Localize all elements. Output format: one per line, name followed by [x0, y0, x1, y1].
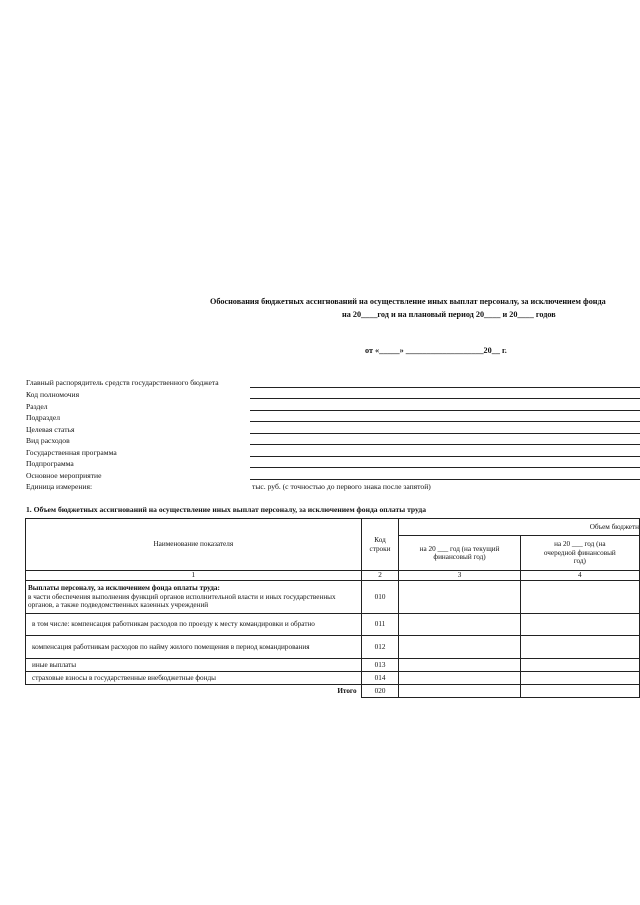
col-number-1: 1 — [26, 571, 362, 581]
row-name-cell — [26, 581, 362, 614]
col-number-3: 3 — [399, 571, 520, 581]
value-cell-year1[interactable] — [399, 581, 520, 614]
field-label-subprogram: Подпрограмма — [26, 459, 74, 468]
field-line-authority-code[interactable] — [250, 398, 640, 399]
row-name: в том числе: компенсация работникам расходов по проезду к месту командировки и обратно — [26, 614, 362, 636]
table-row — [26, 581, 640, 614]
row-code: 013 — [361, 659, 399, 672]
table-row — [26, 614, 640, 636]
row-name-bold: Выплаты персоналу, за исключением фонда оплаты труда: — [28, 584, 220, 593]
value-cell-year2[interactable] — [520, 659, 639, 672]
field-line-subsection[interactable] — [250, 421, 640, 422]
field-line-main-manager[interactable] — [250, 387, 640, 388]
row-name: компенсация работникам расходов по найму жилого помещения в период командирования — [26, 636, 362, 659]
header-volume: Объем бюджетн — [399, 519, 640, 536]
header-current-year: на 20 ___ год (на текущий финансовый год) — [399, 536, 520, 571]
field-value-unit: тыс. руб. (с точностью до первого знака после запятой) — [252, 482, 431, 491]
field-line-target-article[interactable] — [250, 433, 640, 434]
budget-table — [25, 518, 640, 698]
col-number-4: 4 — [520, 571, 639, 581]
table-row — [26, 659, 640, 672]
col-number-2: 2 — [361, 571, 399, 581]
field-label-main-manager: Главный распорядитель средств государственного бюджета — [26, 378, 219, 387]
total-code: 020 — [361, 685, 399, 698]
value-cell-year1[interactable] — [399, 659, 520, 672]
field-line-state-program[interactable] — [250, 456, 640, 457]
field-line-section[interactable] — [250, 410, 640, 411]
row-name: иные выплаты — [26, 659, 362, 672]
field-label-authority-code: Код полномочия — [26, 390, 80, 399]
value-cell-year1[interactable] — [399, 636, 520, 659]
header-indicator-name: Наименование показателя — [26, 519, 362, 571]
header-row-code: Код строки — [361, 519, 399, 571]
value-cell-year1[interactable] — [399, 672, 520, 685]
total-cell-year1[interactable] — [399, 685, 520, 698]
row-code: 010 — [361, 581, 399, 614]
total-row — [26, 685, 640, 698]
total-label: Итого — [26, 685, 362, 698]
header-next-year: на 20 ___ год (на очередной финансовый год) — [520, 536, 639, 571]
field-label-section: Раздел — [26, 402, 48, 411]
row-name: в части обеспечения выполнения функций органов исполнительной власти и иных государственных органов, а также подведомственных казенных учреждений — [28, 592, 336, 610]
row-code: 012 — [361, 636, 399, 659]
field-label-target-article: Целевая статья — [26, 425, 75, 434]
field-line-subprogram[interactable] — [250, 467, 640, 468]
table-row — [26, 672, 640, 685]
value-cell-year2[interactable] — [520, 636, 639, 659]
field-label-expense-type: Вид расходов — [26, 436, 70, 445]
field-label-subsection: Подраздел — [26, 413, 60, 422]
field-line-main-activity[interactable] — [250, 479, 640, 480]
document-date-line: от «_____» ___________________20__ г. — [365, 346, 507, 355]
section1-heading: 1. Объем бюджетных ассигнований на осуществление иных выплат персоналу, за исключением фонда оплаты труда — [26, 505, 426, 514]
row-code: 014 — [361, 672, 399, 685]
value-cell-year2[interactable] — [520, 614, 639, 636]
field-label-state-program: Государственная программа — [26, 448, 117, 457]
document-title-line2: на 20____год и на плановый период 20____ и 20____ годов — [342, 310, 556, 319]
row-code: 011 — [361, 614, 399, 636]
document-title-line1: Обоснования бюджетных ассигнований на осуществление иных выплат персоналу, за исключением фонда — [210, 297, 606, 306]
total-cell-year2[interactable] — [520, 685, 639, 698]
field-label-main-activity: Основное мероприятие — [26, 471, 102, 480]
value-cell-year2[interactable] — [520, 672, 639, 685]
value-cell-year2[interactable] — [520, 581, 639, 614]
table-row — [26, 636, 640, 659]
row-name: страховые взносы в государственные внебюджетные фонды — [26, 672, 362, 685]
field-label-unit: Единица измерения: — [26, 482, 93, 491]
value-cell-year1[interactable] — [399, 614, 520, 636]
field-line-expense-type[interactable] — [250, 444, 640, 445]
